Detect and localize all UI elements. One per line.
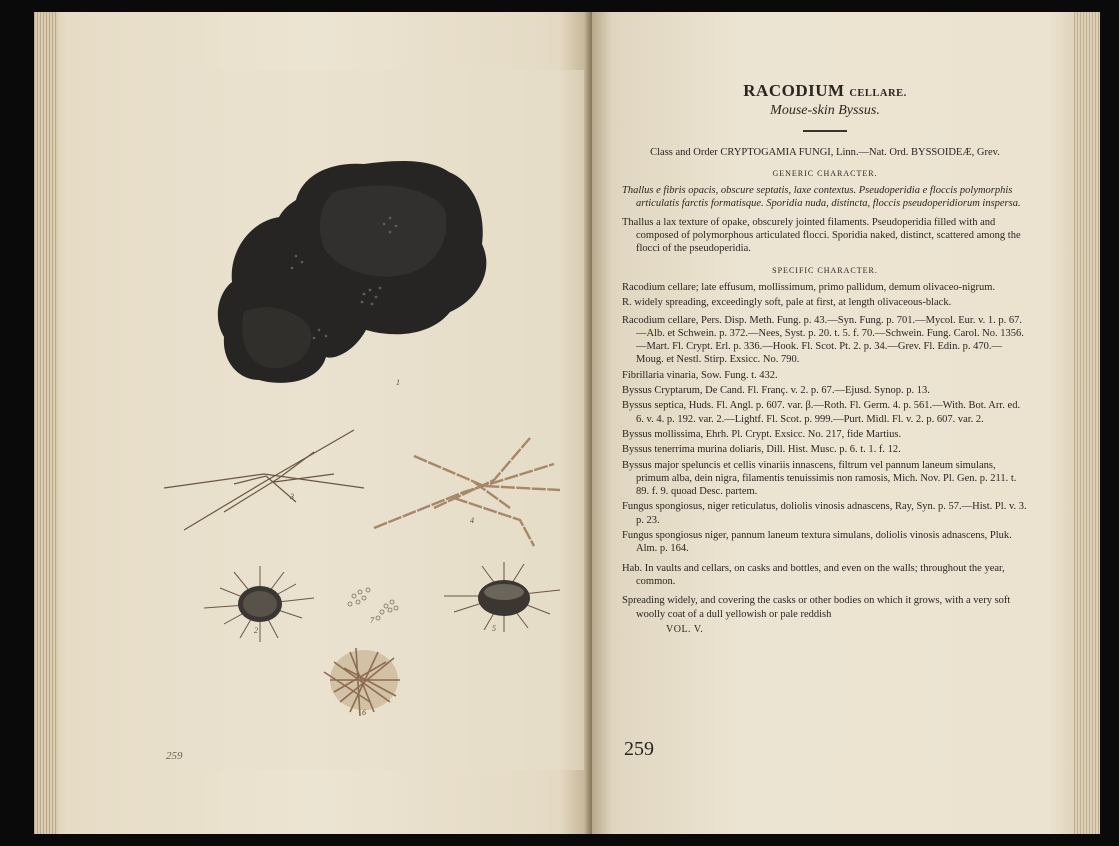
figure-number-2: 2 xyxy=(254,626,258,635)
title-rule xyxy=(803,130,847,132)
figure-1-fungus-mass xyxy=(218,161,487,383)
species-title xyxy=(622,81,1028,100)
generic-character-english: Thallus a lax texture of opake, obscurely jointed filaments. Pseudoperidia filled with and composed of polymorphous articulated flocci. Sporidia naked, distinct, scattered among the flocci of the pseudoperidia. xyxy=(622,216,1021,255)
specific-character-english: R. widely spreading, exceedingly soft, pale at first, at length olivaceous-black. xyxy=(622,297,952,309)
habitat-paragraph: Hab. In vaults and cellars, on casks and bottles, and even on the walls; throughout the year, common. xyxy=(622,562,1005,587)
specific-character-latin: Racodium cellare; late effusum, mollissimum, primo pallidum, demum olivaceo-nigrum. xyxy=(622,281,996,293)
description-paragraph: Spreading widely, and covering the casks or other bodies on which it grows, with a very soft woolly coat of a dull yellowish or pale reddish xyxy=(622,595,1011,620)
generic-character-heading: GENERIC CHARACTER. xyxy=(772,168,878,178)
synonym-entry: Fungus spongiosus niger, pannum laneum textura simulans, doliolis vinosis adnascens, Pluk. Alm. p. 164. xyxy=(622,530,1012,555)
left-page-plate xyxy=(34,12,592,834)
text-block xyxy=(622,81,1028,636)
synonym-entry: Fungus spongiosus, niger reticulatus, doliolis vinosis adnascens, Ray, Syn. p. 57.—Hist. Pl. v. 3. p. 23. xyxy=(622,501,1027,526)
synonym-entry: Byssus tenerrima murina doliaris, Dill. Hist. Musc. p. 6. t. 1. f. 12. xyxy=(622,444,901,456)
plate-illustrations xyxy=(34,12,592,834)
title-genus: RACODIUM xyxy=(743,81,845,100)
synonym-entry: Byssus Cryptarum, De Cand. Fl. Franç. v. 2. p. 67.—Ejusd. Synop. p. 13. xyxy=(622,385,930,397)
figure-number-7: 7 xyxy=(370,616,374,625)
synonym-entry: Fibrillaria vinaria, Sow. Fung. t. 432. xyxy=(622,369,778,381)
open-book xyxy=(14,8,1106,838)
figure-number-5: 5 xyxy=(492,624,496,633)
page-number: 259 xyxy=(624,738,654,760)
figure-6-flocci-cluster xyxy=(324,648,400,716)
figure-4-articulated-filaments xyxy=(374,438,560,546)
figure-number-3: 3 xyxy=(290,492,294,501)
volume-signature: VOL. V. xyxy=(666,623,704,635)
title-species: CELLARE. xyxy=(849,88,907,99)
figure-number-1: 1 xyxy=(396,378,400,387)
figure-3-filaments xyxy=(164,430,364,530)
synonym-entry: Racodium cellare, Pers. Disp. Meth. Fung. p. 43.—Syn. Fung. p. 701.—Mycol. Eur. v. 1. p. 67.—Alb. et Schwein. p. 372.—Nees, Syst. p. 20. t. 5. f. 70.—Schwein. Fung. Carol. No. 1356.—Mart. Fl. Crypt. Erl. p. 336.—Hook. Fl. Scot. Pt. 2. p. 34.—Grev. Fl. Edin. p. 470.—Moug. et Nestl. Stirp. Exsicc. No. 790. xyxy=(622,314,1024,366)
figure-2-pseudoperidium xyxy=(204,566,314,642)
class-order-line: Class and Order CRYPTOGAMIA FUNGI, Linn.—Nat. Ord. BYSSOIDEÆ, Grev. xyxy=(650,146,1000,158)
plate-number: 259 xyxy=(166,750,183,762)
figure-number-4: 4 xyxy=(470,516,474,525)
synonym-entry: Byssus major speluncis et cellis vinariis innascens, filtrum vel pannum laneum simulans, primum alba, dein nigra, filamentis tenuissimis non ramosis, Mich. Nov. Pl. Gen. p. 211. t. 89. f. 9. quoad Desc. partem. xyxy=(622,459,1017,498)
synonym-entry: Byssus mollissima, Ehrh. Pl. Crypt. Exsicc. No. 217, fide Martius. xyxy=(622,428,902,440)
right-page-text xyxy=(592,12,1100,834)
figure-number-6: 6 xyxy=(362,708,366,717)
synonymy-list xyxy=(622,314,1028,556)
common-name: Mouse-skin Byssus. xyxy=(770,103,880,119)
generic-character-latin: Thallus e fibris opacis, obscure septatis, laxe contextus. Pseudoperidia e floccis polymorphis articulatis farctis formatisque. Sporidia nuda, distincta, floccis pseudoperidiorum inspersa. xyxy=(622,185,1021,210)
right-page-edge xyxy=(1074,12,1100,834)
figure-5-open-pseudoperidium xyxy=(444,562,560,632)
specific-character-heading: SPECIFIC CHARACTER. xyxy=(772,265,878,275)
synonym-entry: Byssus septica, Huds. Fl. Angl. p. 607. var. β.—Roth. Fl. Germ. 4. p. 561.—With. Bot. Arr. ed. 6. v. 4. p. 192. var. 2.—Lightf. Fl. Scot. p. 999.—Purt. Midl. Fl. v. 2. p. 607. var. 2. xyxy=(622,400,1021,425)
